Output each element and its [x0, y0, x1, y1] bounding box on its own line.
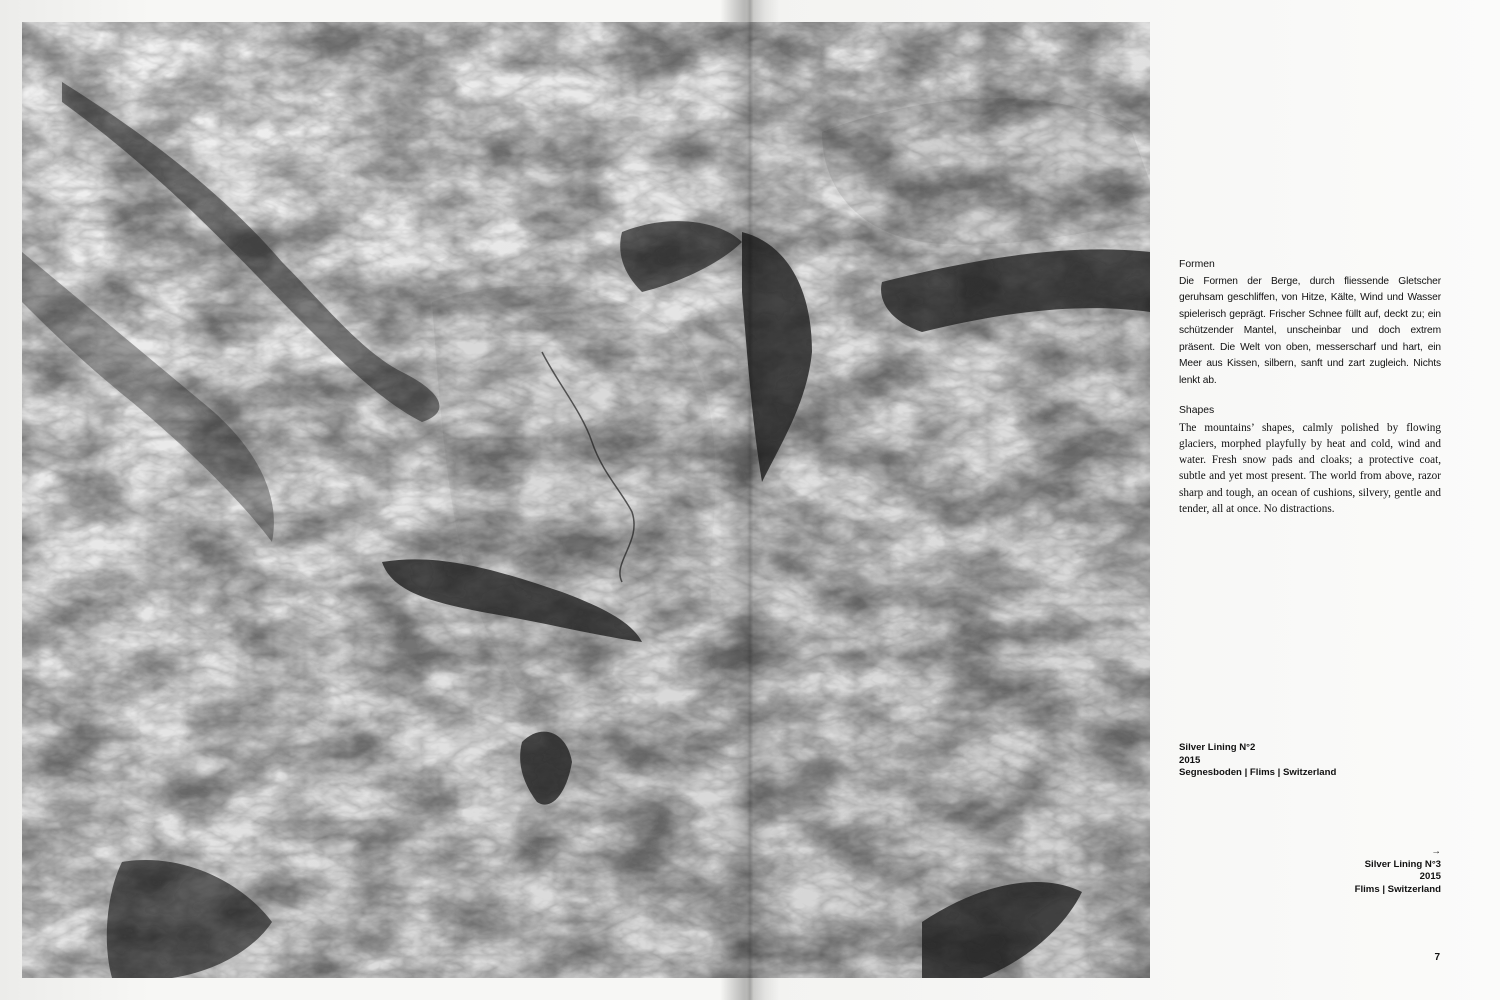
snow-mountain-image [22, 22, 1150, 978]
caption-title: Silver Lining N°2 [1179, 742, 1256, 753]
german-heading: Formen [1179, 259, 1215, 270]
page-number: 7 [1434, 952, 1440, 963]
photo-caption [1179, 742, 1441, 780]
next-image-location: Flims | Switzerland [1354, 883, 1441, 895]
english-paragraph: The mountains’ shapes, calmly polished by flowing glaciers, morphed playfully by heat and cold, wind and water. Fresh snow pads and cloaks; a protective coat, subtle and yet most present. The world from above, razor sharp and tough, an ocean of cushions, silvery, gentle and tender, all at once. No distractions. [1179, 421, 1441, 515]
caption-year: 2015 [1179, 754, 1201, 766]
arrow-right-icon: → [1431, 846, 1441, 857]
english-heading: Shapes [1179, 405, 1215, 416]
german-paragraph: Die Formen der Berge, durch fliessende Gletscher geruhsam geschliffen, von Hitze, Kälte, Wind und Wasser spielerisch geprägt. Frischer Schnee füllt auf, deckt zu; ein schützender Mantel, unscheinbar und doch extrem präsent. Die Welt von oben, messerscharf und hart, ein Meer aus Kissen, silbern, sanft und zart zugleich. Nichts lenkt ab. [1179, 275, 1441, 386]
english-text-section [1179, 403, 1441, 517]
caption-location: Segnesboden | Flims | Switzerland [1179, 767, 1337, 778]
next-image-reference [1179, 846, 1441, 896]
mountain-photo [22, 22, 1150, 978]
next-image-year: 2015 [1419, 871, 1441, 882]
german-text-section [1179, 257, 1441, 389]
next-image-title: Silver Lining N°3 [1364, 858, 1441, 870]
